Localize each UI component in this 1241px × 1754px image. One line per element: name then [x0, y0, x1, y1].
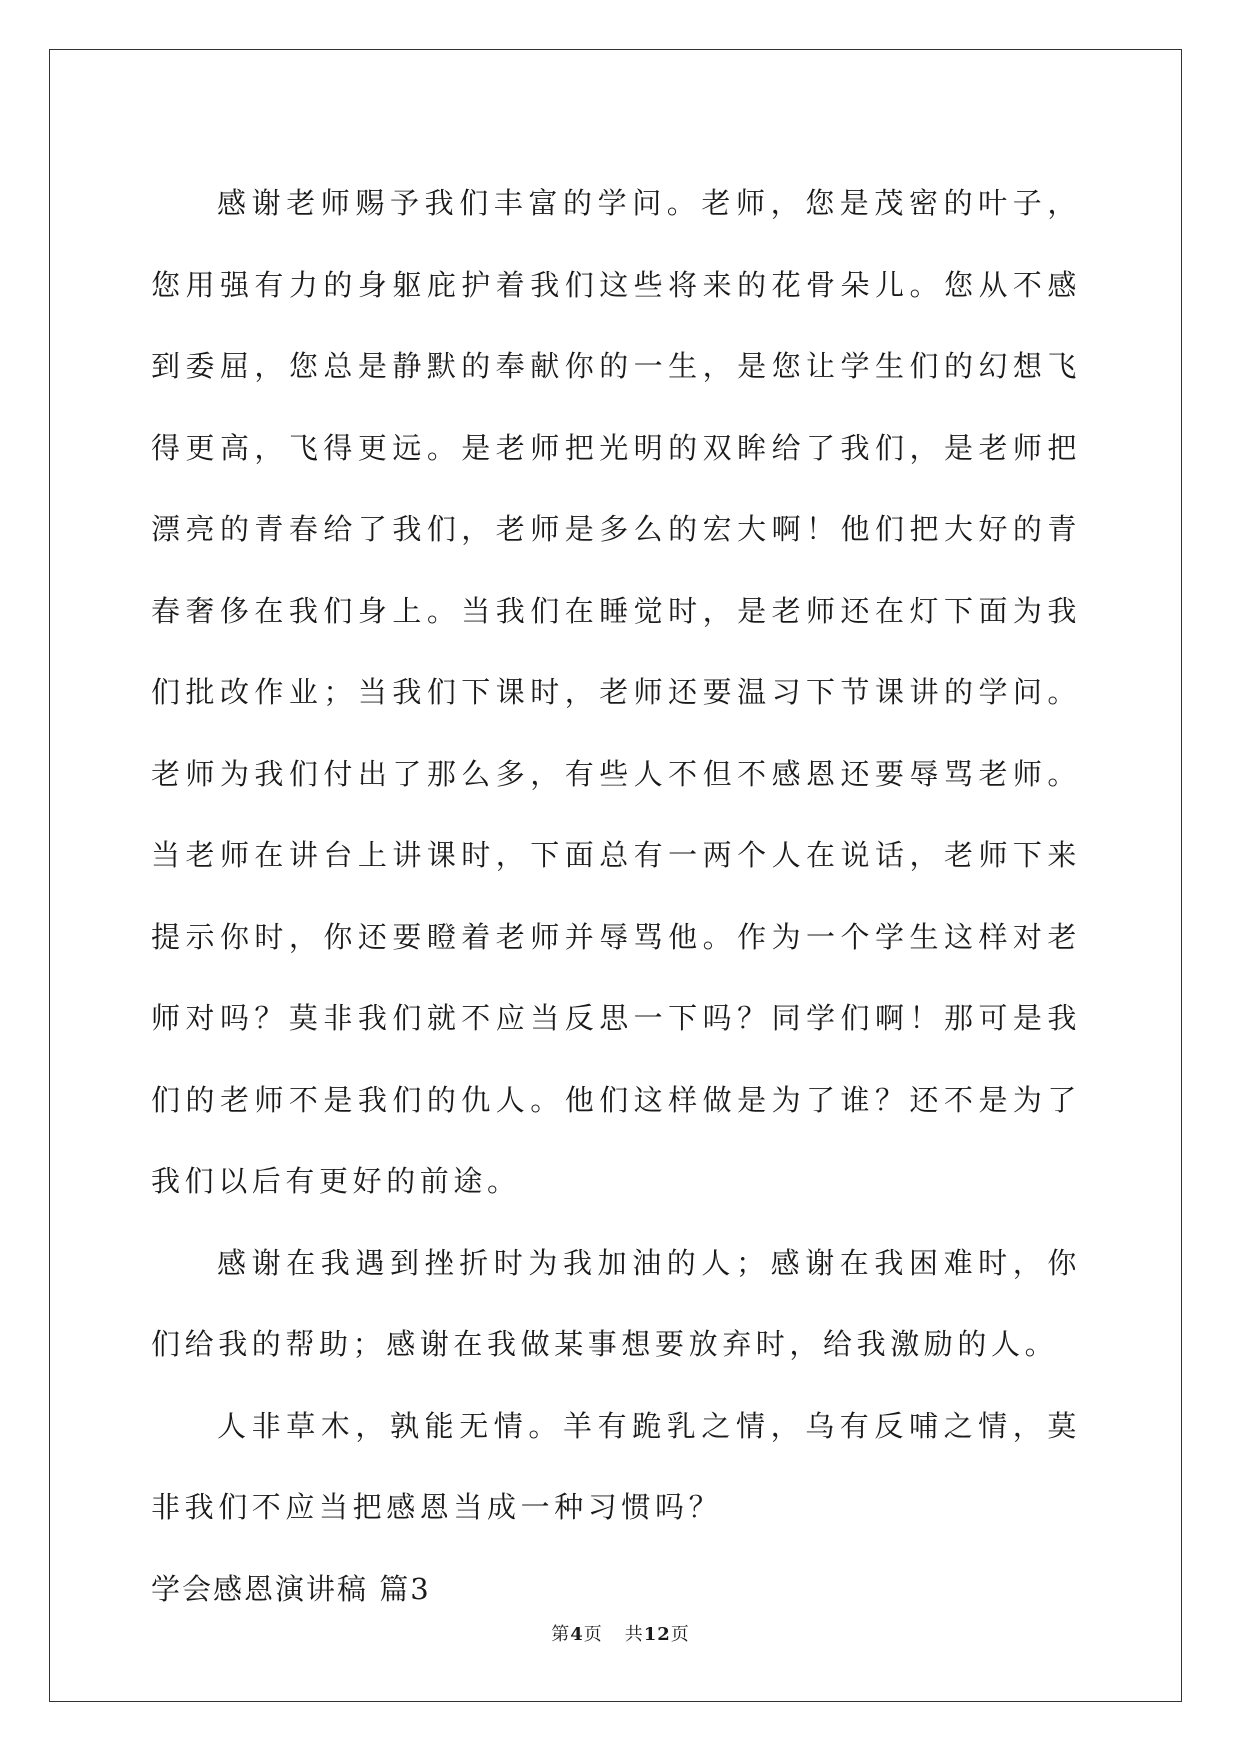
paragraph-3: 人非草木，孰能无情。羊有跪乳之情，乌有反哺之情，莫非我们不应当把感恩当成一种习惯吗？ — [151, 1408, 1081, 1524]
page-footer — [0, 1620, 1241, 1646]
page-number: 4 — [570, 1624, 584, 1645]
total-prefix: 共 — [624, 1624, 644, 1645]
total-suffix: 页 — [670, 1624, 690, 1645]
page-prefix: 第 — [551, 1624, 571, 1645]
paragraph-1: 感谢老师赐予我们丰富的学问。老师，您是茂密的叶子，您用强有力的身躯庇护着我们这些将来的花骨朵儿。您从不感到委屈，您总是静默的奉献你的一生，是您让学生们的幻想飞得更高，飞得更远。是老师把光明的双眸给了我们，是老师把漂亮的青春给了我们，老师是多么的宏大啊！他们把大好的青春奢侈在我们身上。当我们在睡觉时，是老师还在灯下面为我们批改作业；当我们下课时，老师还要温习下节课讲的学问。老师为我们付出了那么多，有些人不但不感恩还要辱骂老师。当老师在讲台上讲课时，下面总有一两个人在说话，老师下来提示你时，你还要瞪着老师并辱骂他。作为一个学生这样对老师对吗？莫非我们就不应当反思一下吗？同学们啊！那可是我们的老师不是我们的仇人。他们这样做是为了谁？还不是为了我们以后有更好的前途。 — [151, 186, 1081, 1198]
page-suffix: 页 — [583, 1624, 603, 1645]
total-pages: 12 — [643, 1624, 671, 1645]
section-heading: 学会感恩演讲稿 篇3 — [151, 1571, 431, 1606]
paragraph-2: 感谢在我遇到挫折时为我加油的人；感谢在我困难时，你们给我的帮助；感谢在我做某事想要放弃时，给我激励的人。 — [151, 1245, 1081, 1361]
document-body — [151, 163, 1081, 1630]
